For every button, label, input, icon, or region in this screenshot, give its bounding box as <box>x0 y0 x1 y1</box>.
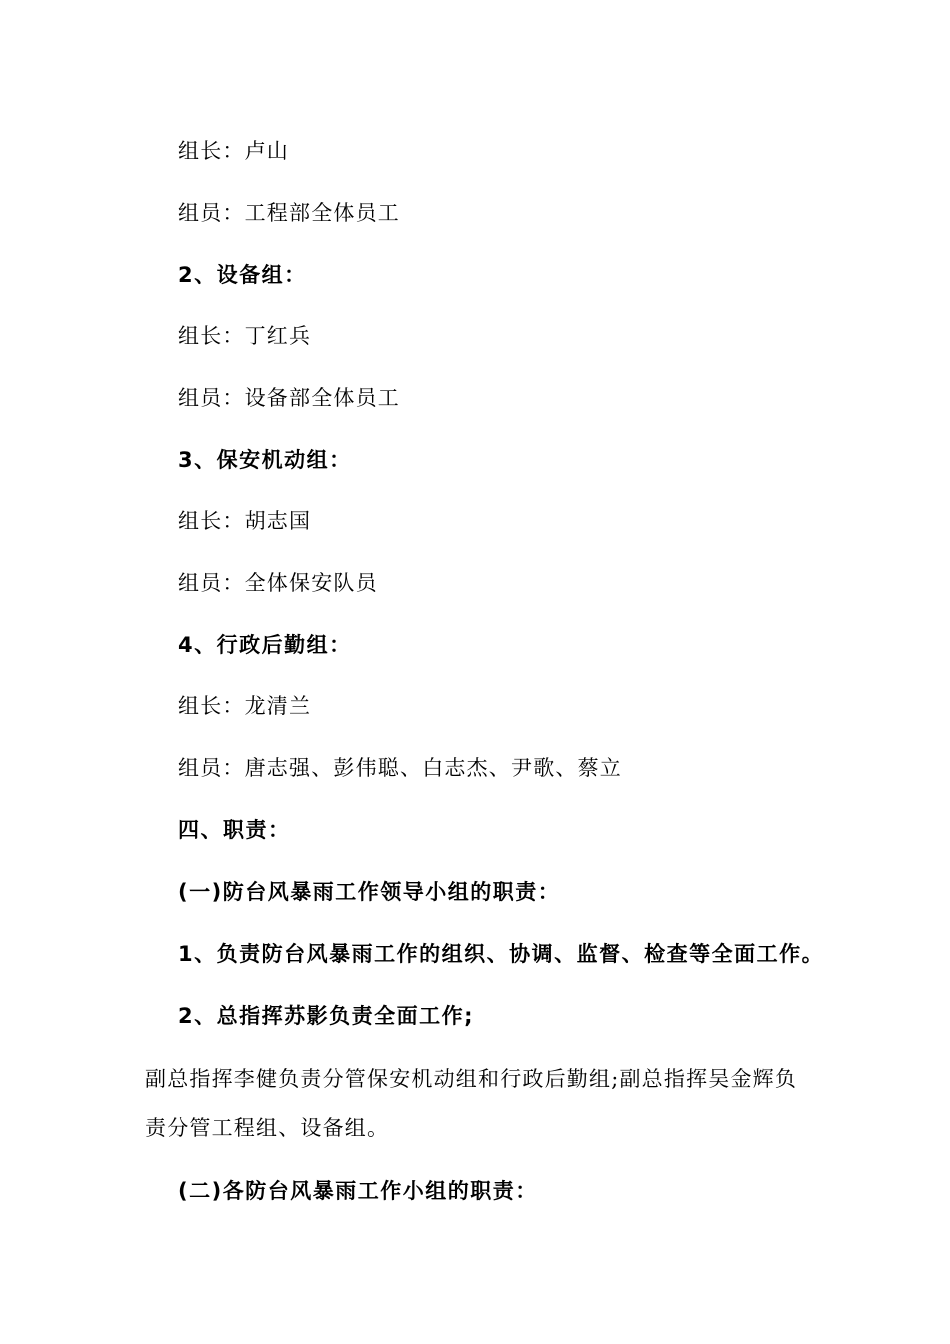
security-group-heading: 3、保安机动组： <box>178 448 352 472</box>
logistics-group-members: 组员：唐志强、彭伟聪、白志杰、尹歌、蔡立 <box>178 756 622 780</box>
section-four-heading: 四、职责： <box>178 818 291 842</box>
logistics-group-heading: 4、行政后勤组： <box>178 633 352 657</box>
engineering-group-leader: 组长：卢山 <box>178 139 289 163</box>
duty-item-2: 2、总指挥苏影负责全面工作; <box>178 1004 475 1028</box>
engineering-group-members: 组员：工程部全体员工 <box>178 201 400 225</box>
duty-paragraph-line-1: 副总指挥李健负责分管保安机动组和行政后勤组;副总指挥吴金辉负 <box>145 1067 798 1091</box>
equipment-group-members: 组员：设备部全体员工 <box>178 386 400 410</box>
duty-item-1: 1、负责防台风暴雨工作的组织、协调、监督、检查等全面工作。 <box>178 942 825 966</box>
security-group-members: 组员：全体保安队员 <box>178 571 378 595</box>
security-group-leader: 组长：胡志国 <box>178 509 312 533</box>
team-duties-heading: (二)各防台风暴雨工作小组的职责： <box>178 1179 538 1203</box>
equipment-group-leader: 组长：丁红兵 <box>178 324 312 348</box>
logistics-group-leader: 组长：龙清兰 <box>178 694 312 718</box>
equipment-group-heading: 2、设备组： <box>178 263 307 287</box>
leadership-duties-heading: (一)防台风暴雨工作领导小组的职责： <box>178 880 561 904</box>
duty-paragraph-line-2: 责分管工程组、设备组。 <box>145 1116 390 1140</box>
